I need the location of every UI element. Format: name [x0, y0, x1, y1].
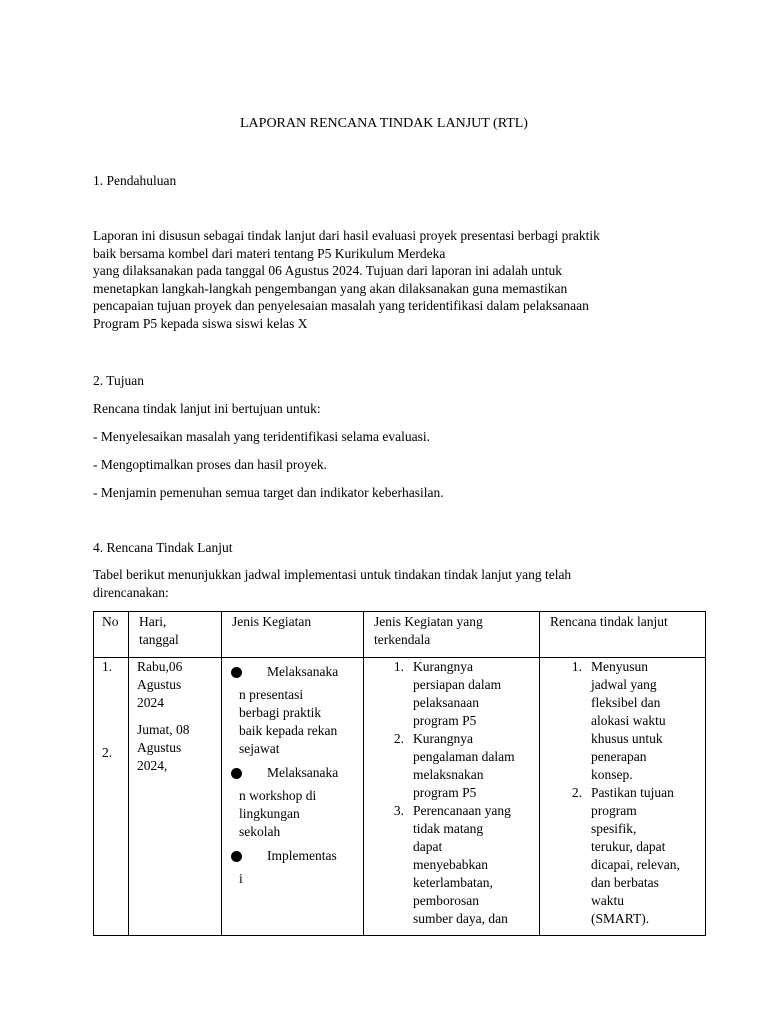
- header-no: [94, 612, 129, 658]
- plan-line: dicapai, relevan,: [591, 857, 680, 872]
- date-line: 2024,: [137, 758, 168, 773]
- date-line: 2024: [137, 695, 164, 710]
- plan-line: dan berbatas: [591, 875, 659, 890]
- plan-line: fleksibel dan: [591, 695, 661, 710]
- section-4-heading: 4. Rencana Tindak Lanjut: [93, 540, 233, 555]
- obstacle-number: 2.: [393, 731, 404, 746]
- paragraph-line: Laporan ini disusun sebagai tindak lanjut dari hasil evaluasi proyek presentasi berbagi praktik: [93, 228, 600, 243]
- goal-item: - Mengoptimalkan proses dan hasil proyek.: [93, 457, 327, 472]
- obstacle-line: pelaksanaan: [413, 695, 479, 710]
- cell-no: [94, 658, 129, 936]
- cell-activities: [222, 658, 364, 936]
- activity-line: berbagi praktik: [239, 705, 322, 720]
- obstacle-line: Perencanaan yang: [413, 803, 511, 818]
- cell-obstacles: [364, 658, 540, 936]
- obstacle-number: 3.: [393, 803, 404, 818]
- date-line: Agustus: [137, 740, 182, 755]
- activity-line: sejawat: [239, 741, 280, 756]
- header-hari-line: Hari,: [139, 614, 167, 629]
- goal-item: - Menjamin pemenuhan semua target dan indikator keberhasilan.: [93, 485, 444, 500]
- header-rencana-label: Rencana tindak lanjut: [550, 614, 668, 629]
- header-jenis-kegiatan: [222, 612, 364, 658]
- intro-line: direncanakan:: [93, 584, 169, 600]
- header-kegiatan-terkendala: [364, 612, 540, 658]
- plan-line: penerapan: [591, 749, 647, 764]
- activity-line: n presentasi: [239, 687, 304, 702]
- bullet-dot-icon: [231, 851, 242, 862]
- obstacle-line: menyebabkan: [413, 857, 488, 872]
- plan-line: terukur, dapat: [591, 839, 666, 854]
- section-2-intro: Rencana tindak lanjut ini bertujuan untuk:: [93, 401, 321, 416]
- bullet-dot-icon: [231, 667, 242, 678]
- obstacle-line: program P5: [413, 785, 477, 800]
- obstacle-line: program P5: [413, 713, 477, 728]
- plan-line: khusus untuk: [591, 731, 663, 746]
- date-line: Agustus: [137, 677, 182, 692]
- paragraph-line: baik bersama kombel dari materi tentang P5 Kurikulum Merdeka: [93, 245, 446, 261]
- paragraph-line: Program P5 kepada siswa siswi kelas X: [93, 315, 308, 331]
- header-kendala-line: Jenis Kegiatan yang: [374, 614, 483, 629]
- header-tanggal-line: tanggal: [139, 632, 179, 647]
- plan-line: jadwal yang: [591, 677, 657, 692]
- obstacle-line: pemborosan: [413, 893, 479, 908]
- obstacle-line: keterlambatan,: [413, 875, 493, 890]
- activity-item: [231, 663, 363, 758]
- plan-item: [564, 658, 705, 784]
- bullet-dot-icon: [231, 768, 242, 779]
- activity-line: baik kepada rekan: [239, 723, 338, 738]
- obstacle-number: 1.: [393, 659, 404, 674]
- plan-line: alokasi waktu: [591, 713, 666, 728]
- cell-date: [129, 658, 222, 936]
- plan-line: program: [591, 803, 637, 818]
- plan-line: spesifik,: [591, 821, 637, 836]
- activity-first-line: Melaksanaka: [267, 664, 339, 679]
- obstacle-line: sumber daya, dan: [413, 911, 508, 926]
- obstacle-item: [386, 802, 539, 928]
- paragraph-line: pencapaian tujuan proyek dan penyelesaian masalah yang teridentifikasi dalam pelaksanaan: [93, 298, 589, 313]
- obstacle-item: [386, 658, 539, 730]
- obstacle-line: persiapan dalam: [413, 677, 502, 692]
- table-row: [94, 658, 706, 936]
- header-no-label: No: [102, 614, 119, 629]
- header-jenis-label: Jenis Kegiatan: [232, 614, 312, 629]
- section-4-intro: [93, 566, 693, 601]
- obstacle-line: tidak matang: [413, 821, 484, 836]
- activity-line: sekolah: [239, 824, 281, 839]
- activity-line: n workshop di: [239, 788, 317, 803]
- obstacle-line: pengalaman dalam: [413, 749, 515, 764]
- activity-line: i: [239, 871, 243, 886]
- rtl-table: [93, 611, 706, 936]
- header-kendala-line: terkendala: [374, 632, 431, 647]
- section-2-heading: 2. Tujuan: [93, 373, 145, 388]
- row-number: 1.: [102, 659, 113, 674]
- cell-plans: [540, 658, 706, 936]
- plan-line: Pastikan tujuan: [591, 785, 674, 800]
- paragraph-line: menetapkan langkah-langkah pengembangan yang akan dilaksanakan guna memastikan: [93, 280, 568, 296]
- activity-item: [231, 847, 363, 888]
- plan-line: waktu: [591, 893, 624, 908]
- obstacle-line: Kurangnya: [413, 731, 473, 746]
- activity-first-line: Melaksanaka: [267, 765, 339, 780]
- row-number: 2.: [102, 745, 113, 760]
- section-1-heading: 1. Pendahuluan: [93, 173, 177, 188]
- obstacle-line: Kurangnya: [413, 659, 473, 674]
- obstacle-line: melaksnakan: [413, 767, 484, 782]
- activity-line: lingkungan: [239, 806, 300, 821]
- activity-item: [231, 764, 363, 841]
- plan-line: konsep.: [591, 767, 633, 782]
- table-header-row: [94, 612, 706, 658]
- goal-item: - Menyelesaikan masalah yang teridentifikasi selama evaluasi.: [93, 429, 430, 444]
- plan-number: 1.: [571, 659, 582, 674]
- obstacle-item: [386, 730, 539, 802]
- plan-item: [564, 784, 705, 928]
- paragraph-line: yang dilaksanakan pada tanggal 06 Agustus 2024. Tujuan dari laporan ini adalah untuk: [93, 263, 563, 278]
- date-line: Jumat, 08: [137, 722, 190, 737]
- plan-number: 2.: [571, 785, 582, 800]
- intro-line: Tabel berikut menunjukkan jadwal implementasi untuk tindakan tindak lanjut yang telah: [93, 567, 572, 582]
- activity-first-line: Implementas: [267, 848, 337, 863]
- document-title: LAPORAN RENCANA TINDAK LANJUT (RTL): [240, 116, 528, 131]
- obstacle-line: dapat: [413, 839, 443, 854]
- header-rencana: [540, 612, 706, 658]
- plan-line: Menyusun: [591, 659, 648, 674]
- section-1-paragraph: [93, 227, 693, 332]
- header-hari-tanggal: [129, 612, 222, 658]
- date-line: Rabu,06: [137, 659, 183, 674]
- plan-line: (SMART).: [591, 911, 650, 926]
